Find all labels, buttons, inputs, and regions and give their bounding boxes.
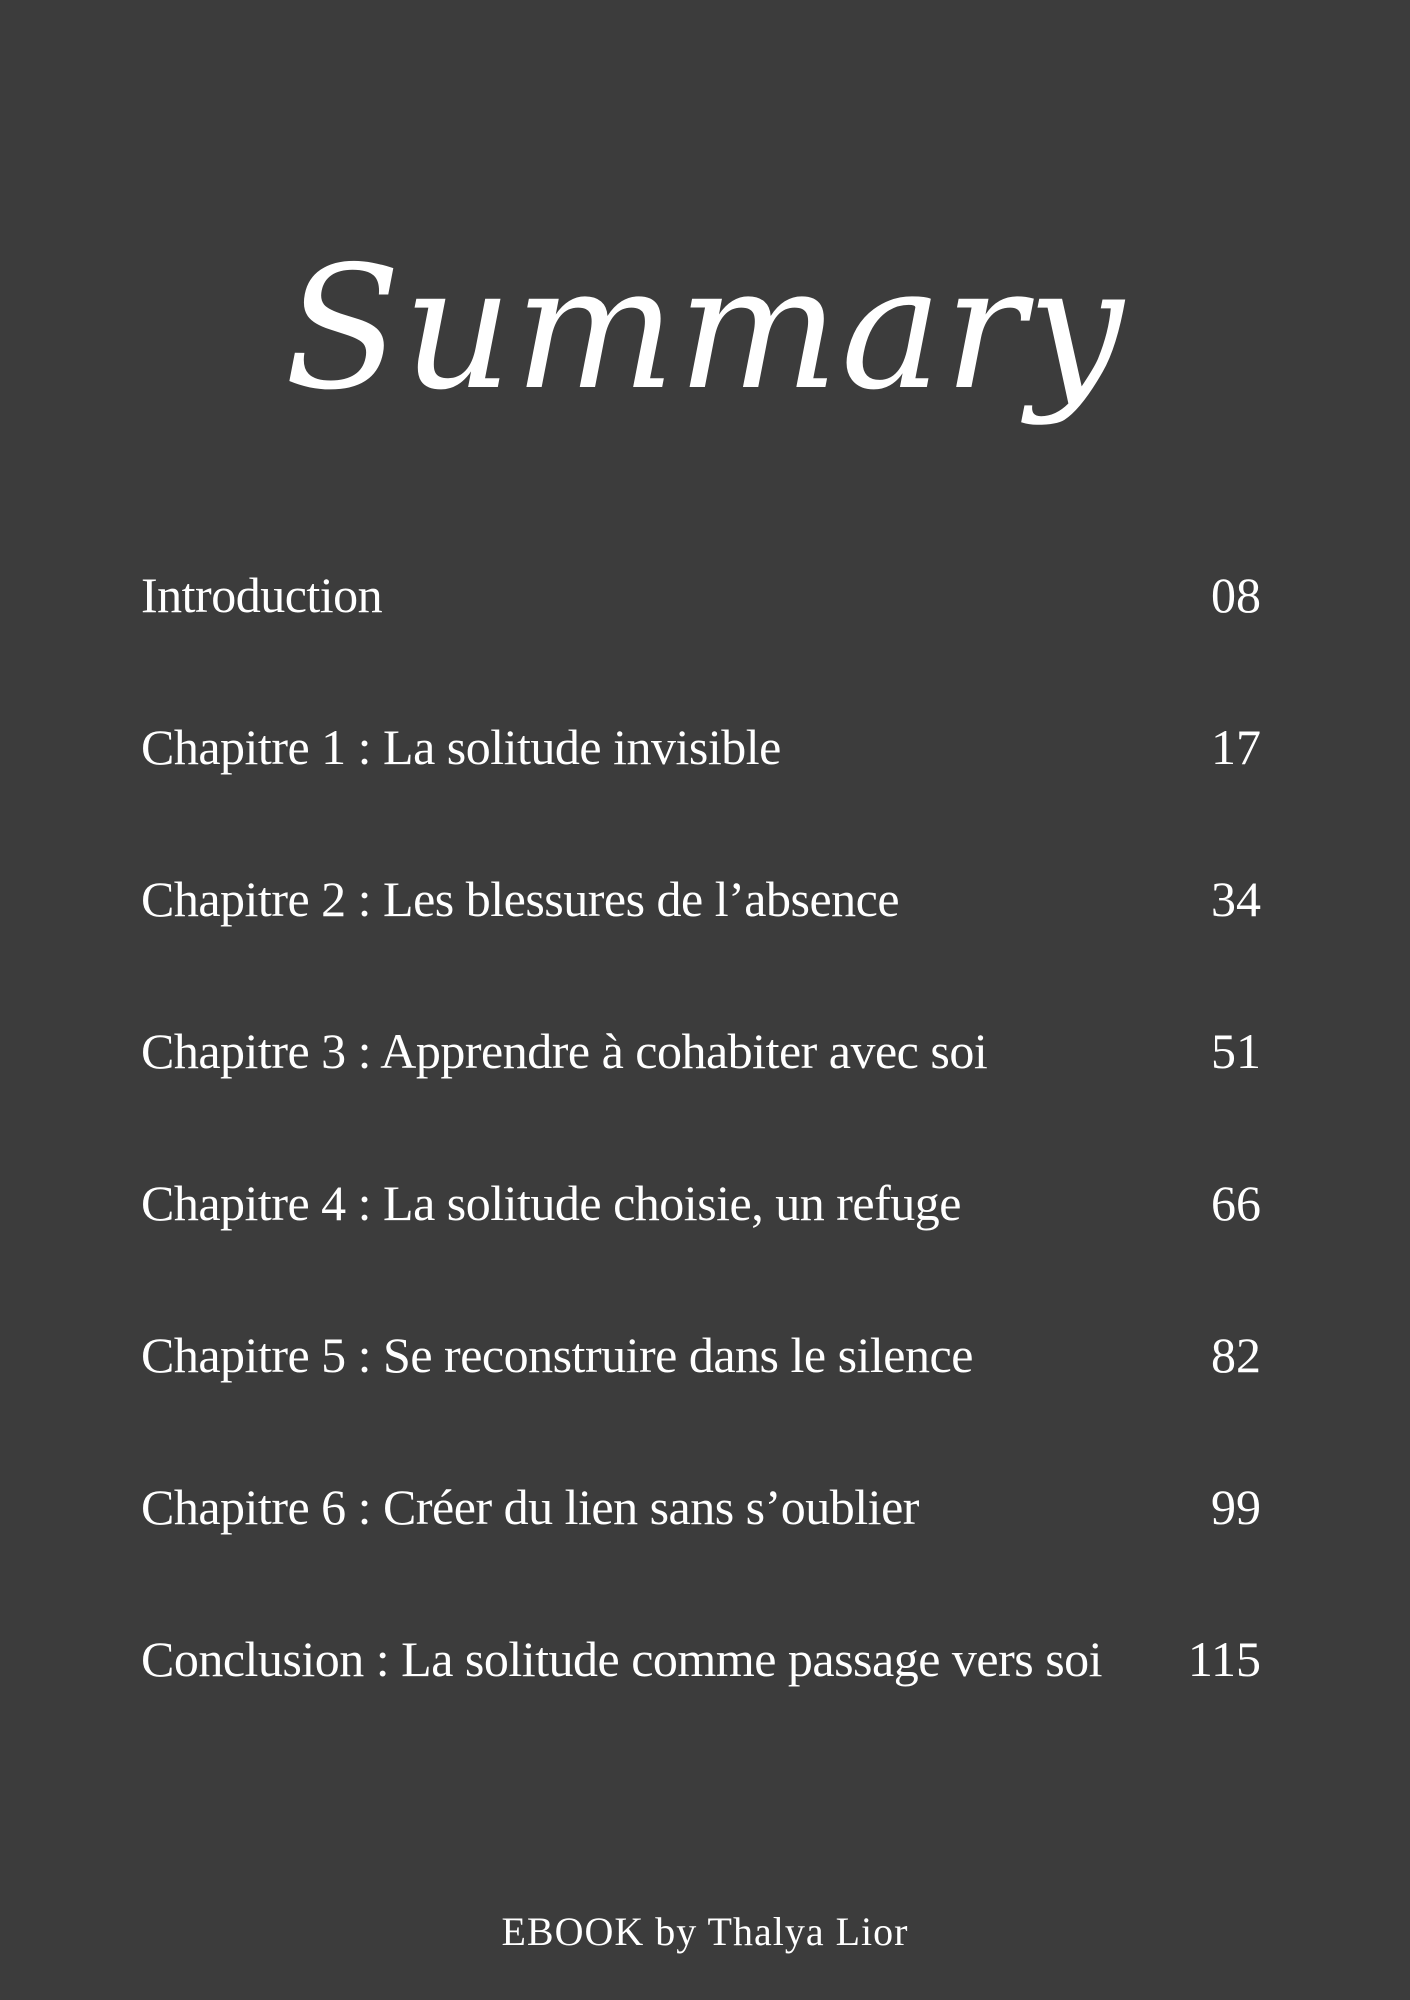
toc-item-page-number: 99: [1211, 1479, 1261, 1535]
toc-item-label: Chapitre 6 : Créer du lien sans s’oublier: [141, 1479, 919, 1535]
toc-item-chapitre-5[interactable]: [141, 1327, 1261, 1482]
toc-item-label: Conclusion : La solitude comme passage vers soi: [141, 1631, 1103, 1687]
table-of-contents: [141, 567, 1261, 1786]
page-title: Summary: [284, 229, 1126, 428]
toc-item-conclusion[interactable]: [141, 1631, 1261, 1786]
toc-item-chapitre-4[interactable]: [141, 1175, 1261, 1330]
ebook-author-footer: EBOOK by Thalya Lior: [501, 1909, 909, 1954]
toc-item-introduction[interactable]: [141, 567, 1261, 722]
toc-item-page-number: 51: [1211, 1023, 1261, 1079]
toc-item-label: Chapitre 1 : La solitude invisible: [141, 719, 781, 775]
toc-item-chapitre-1[interactable]: [141, 719, 1261, 874]
toc-item-label: Chapitre 4 : La solitude choisie, un refuge: [141, 1175, 961, 1231]
toc-item-label: Chapitre 3 : Apprendre à cohabiter avec soi: [141, 1023, 988, 1079]
toc-item-page-number: 34: [1211, 871, 1261, 927]
toc-item-chapitre-2[interactable]: [141, 871, 1261, 1026]
toc-item-page-number: 115: [1187, 1631, 1261, 1687]
toc-item-page-number: 08: [1211, 567, 1261, 623]
toc-item-chapitre-3[interactable]: [141, 1023, 1261, 1178]
toc-item-label: Introduction: [141, 567, 383, 623]
toc-item-page-number: 17: [1211, 719, 1261, 775]
toc-item-page-number: 66: [1211, 1175, 1261, 1231]
toc-item-page-number: 82: [1211, 1327, 1261, 1383]
toc-item-chapitre-6[interactable]: [141, 1479, 1261, 1634]
toc-item-label: Chapitre 5 : Se reconstruire dans le silence: [141, 1327, 973, 1383]
toc-item-label: Chapitre 2 : Les blessures de l’absence: [141, 871, 900, 927]
